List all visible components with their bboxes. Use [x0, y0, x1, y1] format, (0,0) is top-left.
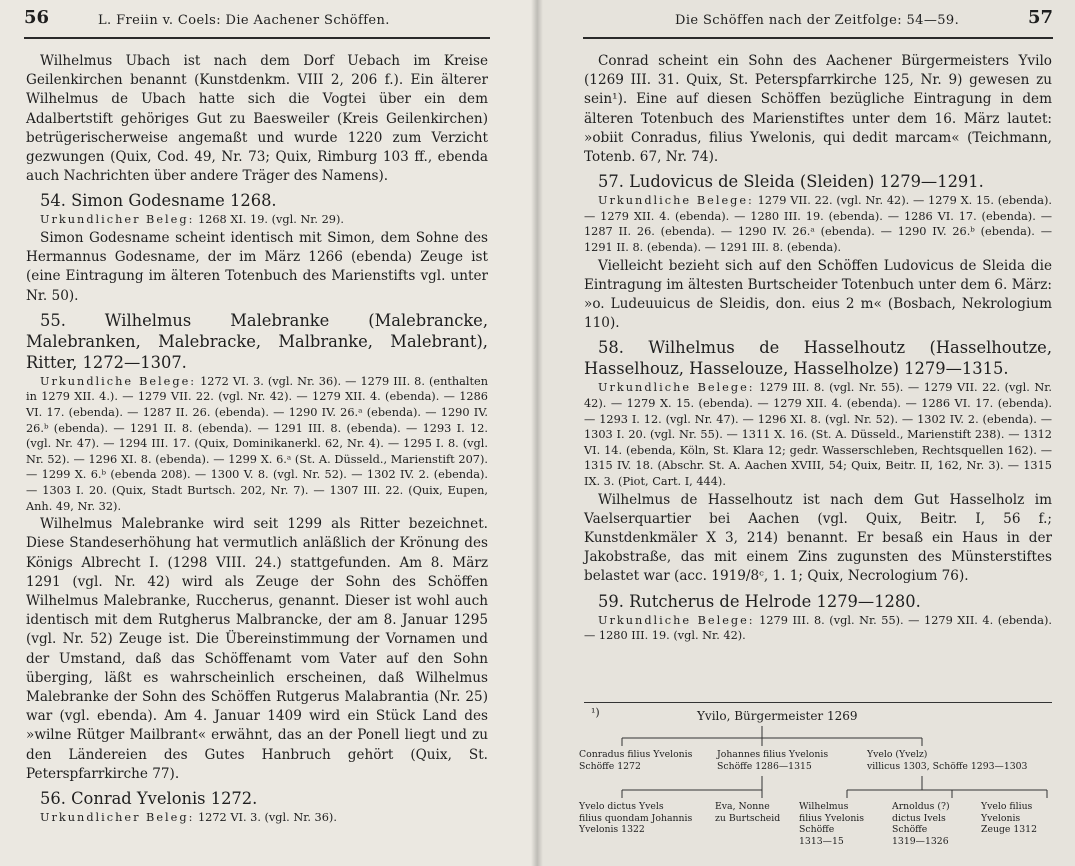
left-page — [0, 0, 537, 866]
entry-55-sources — [26, 374, 488, 514]
right-page — [537, 0, 1075, 866]
tree-node-yvelo: Yvelo (Yvelz) villicus 1303, Schöffe 1293—1303 — [867, 749, 1028, 772]
tree-node-arnoldus: Arnoldus (?) dictus Ivels Schöffe 1319—1326 — [892, 801, 950, 847]
source-label: Urkundliche Belege: — [598, 194, 754, 208]
right-text-column — [584, 52, 1052, 645]
tree-node-yvelo-dictus: Yvelo dictus Yvels filius quondam Johannis Yvelonis 1322 — [579, 801, 693, 835]
tree-root-yvilo: Yvilo, Bürgermeister 1269 — [697, 709, 858, 723]
source-text: 1279 III. 8. (vgl. Nr. 55). — 1279 VII. 22. (vgl. Nr. 42). — 1279 X. 15. (ebenda). — 1279 XII. 4. (ebenda). — 1286 VI. 17. (ebenda). — 1293 I. 12. (vgl. Nr. 47). — 1296 XI. 8. (vgl. Nr. 52). — 1302 IV. 2. (ebenda). — 1303 I. 20. (vgl. Nr. 55). — 1311 X. 16. (St. A. Düsseld., Marienstift 238). — 1312 VI. 14. (ebenda, Köln, St. Klara 12; gedr. Wasserschleben, Rechtsquellen 162). — 1315 IV. 18. (Abschr. St. A. Aachen XVIII, 54; Quix, Beitr. II, 162, Nr. 3). — 1315 IX. 3. (Piot, Cart. I, 444). — [584, 381, 1052, 488]
entry-57-sources — [584, 193, 1052, 255]
right-header-rule — [583, 37, 1053, 39]
entry-55-heading: 55. Wilhelmus Malebranke (Malebrancke, Malebranken, Malebracke, Malbranke, Malebrant), Ritter, 1272—1307. — [26, 310, 488, 372]
entry-58-text: Wilhelmus de Hasselhoutz ist nach dem Gut Hasselholz im Vaelserquartier bei Aachen (vgl. Quix, Beitr. I, 56 f.; Kunstdenkmäler X 3, 214) benannt. Er besaß ein Haus in der Jakobstraße, das mit einem Zins zugunsten des Münsterstiftes belastet war (acc. 1919/8ᶜ, 1. 1; Quix, Necrologium 76). — [584, 491, 1052, 585]
entry-56-heading: 56. Conrad Yvelonis 1272. — [40, 789, 258, 809]
source-label: Urkundlicher Beleg: — [40, 213, 195, 227]
entry-54-sources — [26, 212, 488, 228]
entry-57-text: Vielleicht bezieht sich auf den Schöffen Ludovicus de Sleida die Eintragung im ältesten Burtscheider Totenbuch unter dem 6. März: »o. Ludeuuicus de Sleidis, don. eius 2 m« (Bosbach, Nekrologium 110). — [584, 257, 1052, 332]
right-header-title: Die Schöffen nach der Zeitfolge: 54—59. — [675, 13, 960, 28]
entry-59-sources — [584, 613, 1052, 644]
tree-node-yvelo-filius: Yvelo filius Yvelonis Zeuge 1312 — [981, 801, 1038, 835]
source-text: 1272 VI. 3. (vgl. Nr. 36). — [197, 811, 337, 825]
tree-node-conradus: Conradus filius Yvelonis Schöffe 1272 — [579, 749, 693, 772]
source-text: 1279 III. 8. (vgl. Nr. 55). — 1279 XII. 4. (ebenda). — 1280 III. 19. (vgl. Nr. 42). — [584, 613, 1052, 643]
tree-node-wilhelmus: Wilhelmus filius Yvelonis Schöffe 1313—15 — [799, 801, 865, 847]
paragraph-ubach: Wilhelmus Ubach ist nach dem Dorf Uebach im Kreise Geilenkirchen benannt (Kunstdenkm. VIII 2, 206 f.). Ein älterer Wilhelmus de Ubach hatte sich die Vogtei über ein dem Adalbertstift gehöriges Gut zu Baesweiler (Kreis Geilenkirchen) betrügerischerweise angemaßt und wurde 1220 zum Verzicht gezwungen (Quix, Cod. 49, Nr. 73; Quix, Rimburg 103 ff., ebenda auch Nachrichten über andere Träger des Namens). — [26, 53, 488, 185]
footnote-marker: ¹) — [591, 706, 600, 719]
entry-56-sources — [26, 810, 488, 826]
entry-57-heading: 57. Ludovicus de Sleida (Sleiden) 1279—1291. — [598, 172, 984, 192]
book-gutter — [531, 0, 543, 866]
left-text-column — [26, 52, 488, 827]
left-header-rule — [24, 37, 490, 39]
entry-54-heading: 54. Simon Godesname 1268. — [40, 191, 277, 211]
entry-54-text: Simon Godesname scheint identisch mit Simon, dem Sohne des Hermannus Godesname, der im März 1266 (ebenda) Zeuge ist (eine Eintragung im älteren Totenbuch des Marienstifts vgl. unter Nr. 50). — [26, 230, 488, 304]
left-header-title: L. Freiin v. Coels: Die Aachener Schöffen. — [98, 13, 390, 28]
conrad-paragraph: Conrad scheint ein Sohn des Aachener Bürgermeisters Yvilo (1269 III. 31. Quix, St. Peterspfarrkirche 125, Nr. 9) gewesen zu sein¹). Eine auf diesen Schöffen bezügliche Eintragung in dem älteren Totenbuch des Marienstiftes unter dem 16. März lautet: »obiit Conradus, filius Ywelonis, qui dedit marcam« (Teichmann, Totenb. 67, Nr. 74). — [584, 53, 1052, 166]
entry-55-text: Wilhelmus Malebranke wird seit 1299 als Ritter bezeichnet. Diese Standeserhöhung hat vermutlich anläßlich der Krönung des Königs Albrecht I. (1298 VIII. 24.) stattgefunden. Am 8. März 1291 (vgl. Nr. 42) wird als Zeuge der Sohn des Schöffen Wilhelmus Malebranke, Ruccherus, genannt. Dieser ist wohl auch identisch mit dem Rutgherus Malbrancke, der am 8. Januar 1295 (vgl. Nr. 52) Zeuge ist. Die Übereinstimmung der Vornamen und der Umstand, daß das Schöffenamt vom Vater auf den Sohn überging, läßt es wahrscheinlich erscheinen, daß Wilhelmus Malebranke der Sohn des Schöffen Rutgerus Malabrantia (Nr. 25) war (vgl. ebenda). Am 4. Januar 1409 wird ein Stück Land des »wilne Rütger Mailbrant« erwähnt, das an der Ponell liegt und zu den Ländereien des Gutes Hanbruch gehört (Quix, St. Peterspfarrkirche 77). — [26, 516, 488, 782]
right-page-number: 57 — [1027, 7, 1053, 28]
source-label: Urkundlicher Beleg: — [40, 811, 195, 825]
source-text: 1272 VI. 3. (vgl. Nr. 36). — 1279 III. 8. (enthalten in 1279 XII. 4.). — 1279 VII. 22. (vgl. Nr. 42). — 1279 XII. 4. (ebenda). — 1286 VI. 17. (ebenda). — 1287 II. 26. (ebenda). — 1290 IV. 26.ᵃ (ebenda). — 1290 IV. 26.ᵇ (ebenda). — 1291 II. 8. (ebenda). — 1291 III. 8. (ebenda). — 1293 I. 12. (vgl. Nr. 47). — 1294 III. 17. (Quix, Dominikanerkl. 62, Nr. 4). — 1295 I. 8. (vgl. Nr. 52). — 1296 XI. 8. (ebenda). — 1299 X. 6.ᵃ (St. A. Düsseld., Marienstift 207). — 1299 X. 6.ᵇ (ebenda 208). — 1300 V. 8. (vgl. Nr. 52). — 1302 IV. 2. (ebenda). — 1303 I. 20. (Quix, Stadt Burtsch. 202, Nr. 7). — 1307 III. 22. (Quix, Eupen, Anh. 49, Nr. 32). — [26, 374, 489, 513]
entry-58-heading: 58. Wilhelmus de Hasselhoutz (Hasselhoutze, Hasselhouz, Hasselouze, Hasselholze) 1279—1315. — [584, 338, 1052, 379]
entry-58-sources — [584, 380, 1052, 489]
right-running-head — [583, 7, 1053, 35]
source-label: Urkundliche Belege: — [598, 613, 755, 627]
source-text: 1268 XI. 19. (vgl. Nr. 29). — [197, 213, 344, 227]
source-text: 1279 VII. 22. (vgl. Nr. 42). — 1279 X. 15. (ebenda). — 1279 XII. 4. (ebenda). — 1280 III. 19. (ebenda). — 1286 VI. 17. (ebenda). — 1287 II. 26. (ebenda). — 1290 IV. 26.ᵃ (ebenda). — 1290 IV. 26.ᵇ (ebenda). — 1291 II. 8. (ebenda). — 1291 III. 8. (ebenda). — [584, 194, 1052, 254]
source-label: Urkundliche Belege: — [598, 381, 755, 395]
family-tree — [577, 702, 1072, 866]
source-label: Urkundliche Belege: — [40, 374, 197, 388]
left-running-head — [24, 7, 490, 35]
tree-node-johannes: Johannes filius Yvelonis Schöffe 1286—1315 — [717, 749, 829, 772]
tree-node-eva: Eva, Nonne zu Burtscheid — [715, 801, 781, 824]
entry-59-heading: 59. Rutcherus de Helrode 1279—1280. — [598, 591, 921, 611]
left-page-number: 56 — [24, 7, 50, 28]
